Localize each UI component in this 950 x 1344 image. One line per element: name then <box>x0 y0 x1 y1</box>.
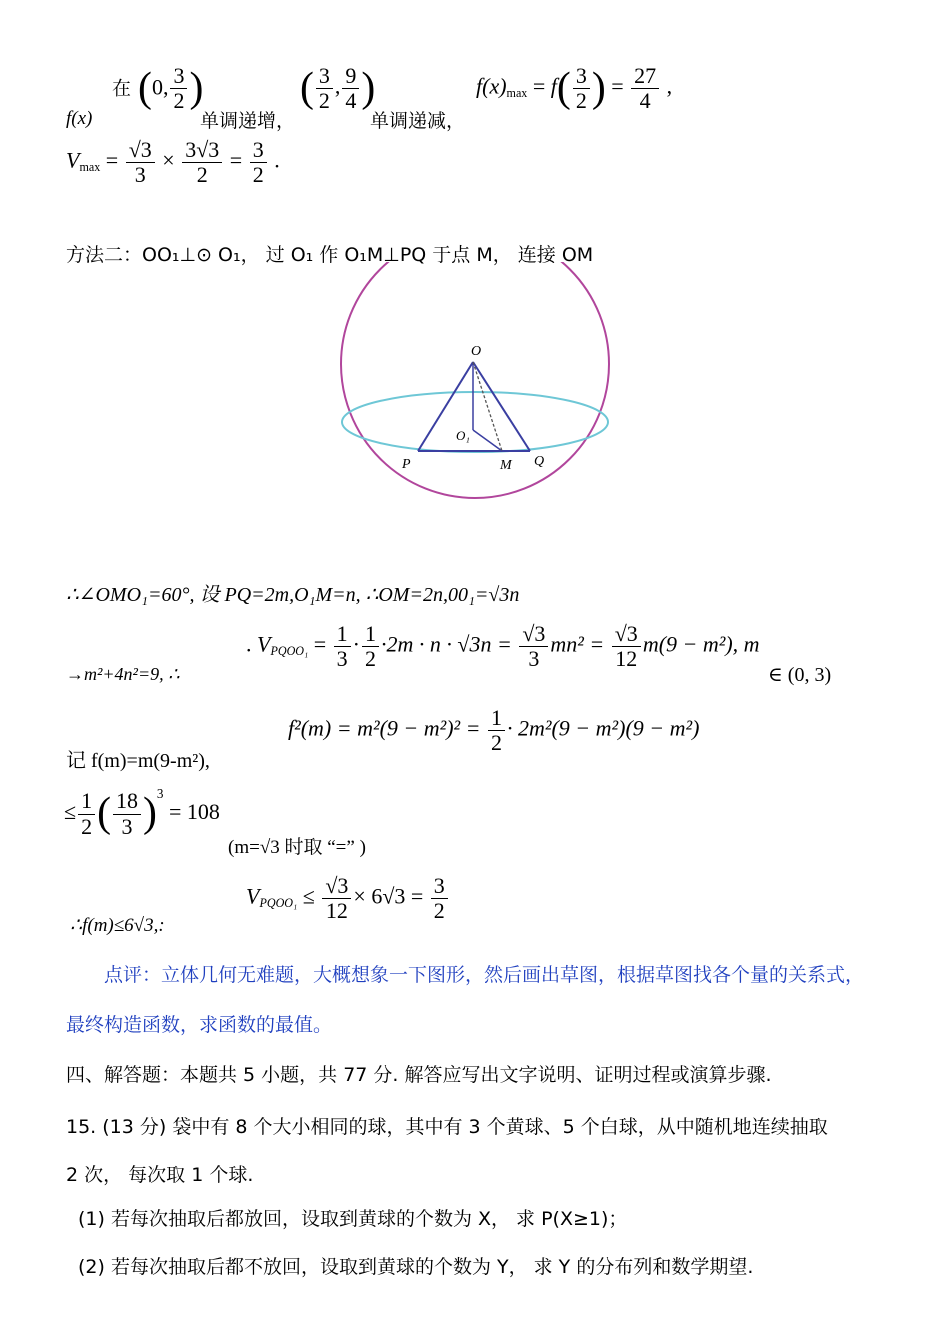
interval2-b-num: 9 <box>342 64 359 89</box>
step5-r-num: 3 <box>431 874 448 899</box>
vmax-sub: max <box>79 159 101 174</box>
q15-line2: 2 次， 每次取 1 个球. <box>66 1164 254 1186</box>
label-O: O <box>471 344 482 359</box>
label-O1: O₁ <box>456 428 470 443</box>
step3-left: 记 f(m)=m(9-m²), <box>66 750 210 772</box>
step2-f4-num: √3 <box>612 622 641 647</box>
v-sub: PQOO₁ <box>270 643 309 658</box>
f-squared-expression <box>288 706 699 755</box>
fmax-label: f(x) <box>476 73 507 99</box>
final-volume-bound <box>246 874 450 923</box>
step3-f-num: 1 <box>488 706 505 731</box>
fmax-arg-den: 2 <box>575 88 587 114</box>
step4-result: = 108 <box>169 799 220 825</box>
equality-note: (m=√3 时取 “=” ) <box>228 837 366 858</box>
step3-eq2: · 2m²(9 − m²)(9 − m²) <box>507 715 700 741</box>
label-P: P <box>402 457 411 472</box>
vmax-b-den: 2 <box>196 162 208 188</box>
vmax-label: V <box>66 147 80 173</box>
v-label: V <box>257 631 271 657</box>
step3-eq1: f²(m) = m²(9 − m²)² = <box>288 715 481 741</box>
le-sign: ≤ <box>64 799 77 825</box>
step3-f-den: 2 <box>491 730 502 756</box>
step2-f4-den: 12 <box>615 646 638 672</box>
step2-left: →m²+4n²=9, ∴ <box>66 664 180 684</box>
vmax-c-num: 3 <box>250 138 267 163</box>
step5-f-den: 12 <box>325 898 348 924</box>
volume-expression: . $V_{PQOO_1}$ = $\frac{1}{3}$ · $\frac{1}{2}$ ·2m · n · √3n = $\frac{√3}{3}$ mn² = $\frac{√3}{12}$ m(9 − m²), m <box>246 621 760 672</box>
q15-part2: (2) 若每次抽取后都不放回，设取到黄球的个数为 Y， 求 Y 的分布列和数学期望. <box>78 1256 754 1278</box>
sphere-pyramid-figure <box>330 262 630 512</box>
step2-tail: m(9 − m²), m <box>642 631 760 657</box>
edge-O1M <box>473 430 502 451</box>
section4-heading: 四、解答题：本题共 5 小题，共 77 分. 解答应写出文字说明、证明过程或演算步骤. <box>66 1064 772 1086</box>
step2-f2-num: 1 <box>362 622 379 647</box>
decreasing-text: 单调递减， <box>370 110 466 132</box>
interval-2: ( $\frac{3}{2}$ , $\frac{9}{4}$ ) <box>300 63 376 114</box>
interval2-a-den: 2 <box>318 88 330 114</box>
step2-f3-num: √3 <box>519 622 548 647</box>
m-range: ∈ (0, 3) <box>768 664 832 686</box>
fmax-val-num: 27 <box>631 64 659 89</box>
edge-OM <box>473 362 502 451</box>
step5-f-num: √3 <box>322 874 351 899</box>
vmax-a-den: 3 <box>134 162 146 188</box>
q15-part1: (1) 若每次抽取后都放回，设取到黄球的个数为 X， 求 P(X≥1)； <box>78 1208 628 1230</box>
fx-label: f(x) <box>66 108 93 129</box>
v5-label: V <box>246 883 260 909</box>
vmax-a-num: √3 <box>126 138 155 163</box>
label-M: M <box>500 458 512 473</box>
step2-f3-den: 3 <box>528 646 540 672</box>
fmax-val-den: 4 <box>639 88 651 114</box>
amgm-bound: ≤ $\frac{1}{2}$ ( $\frac{18}{3}$ )$^3$ = 108 <box>64 786 220 839</box>
vmax-c-den: 2 <box>252 162 264 188</box>
step4-f-den: 2 <box>81 813 93 839</box>
step2-f2-den: 2 <box>365 646 376 672</box>
interval2-a-num: 3 <box>316 64 333 89</box>
step4-inner-num: 18 <box>113 789 141 814</box>
le5-sign: ≤ <box>302 883 315 909</box>
fmax-sub: max <box>506 85 528 100</box>
fmax-arg-num: 3 <box>573 64 590 89</box>
step2-f1-num: 1 <box>334 622 351 647</box>
v5-sub: PQOO₁ <box>259 895 298 910</box>
interval1-num: 3 <box>170 64 187 89</box>
step5-left: ∴f(m)≤6√3,: <box>70 915 165 936</box>
step4-f-num: 1 <box>78 789 95 814</box>
zai-text: 在 <box>112 77 132 100</box>
base-circle <box>342 392 608 452</box>
method2-text: 方法二：OO₁⊥⊙ O₁， 过 O₁ 作 O₁M⊥PQ 于点 M， 连接 OM <box>66 244 594 266</box>
step4-inner-den: 3 <box>121 813 133 839</box>
interval1-den: 2 <box>173 88 185 114</box>
step2-mid2: mn² = <box>550 631 605 657</box>
step5-mul: × 6√3 = <box>353 883 424 909</box>
label-Q: Q <box>534 454 545 469</box>
vmax-expression: $V_{max}$ = $\frac{√3}{3}$ × $\frac{3√3}{2}$ = $\frac{3}{2}$ . <box>66 137 280 188</box>
step1-text: ∴∠OMO₁=60°, 设 PQ=2m,O₁M=n, ∴OM=2n,00₁=√3n <box>66 584 520 606</box>
comment-line1: 点评：立体几何无难题，大概想象一下图形，然后画出草图，根据草图找各个量的关系式， <box>104 964 865 986</box>
comment-line2: 最终构造函数，求函数的最值。 <box>66 1014 333 1036</box>
increasing-text: 单调递增， <box>200 110 296 132</box>
interval-open: 在 (0, $\frac{3}{2}$ ) <box>112 63 204 114</box>
step5-r-den: 2 <box>433 898 445 924</box>
q15-line1: 15. (13 分) 袋中有 8 个大小相同的球，其中有 3 个黄球、5 个白球，从中随机地连续抽取 <box>66 1116 828 1138</box>
vmax-b-num: 3√3 <box>182 138 222 163</box>
step4-exp: 3 <box>156 786 164 801</box>
sphere-outline <box>341 262 609 498</box>
fmax-expression: $f(x)_{max} = f$( $\frac{3}{2}$ ) = $\frac{27}{4}$ , <box>476 63 673 114</box>
step2-mid: ·2m · n · √3n = <box>381 631 512 657</box>
edge-OQ <box>473 362 530 451</box>
step2-f1-den: 3 <box>336 646 348 672</box>
interval2-b-den: 4 <box>345 88 357 114</box>
